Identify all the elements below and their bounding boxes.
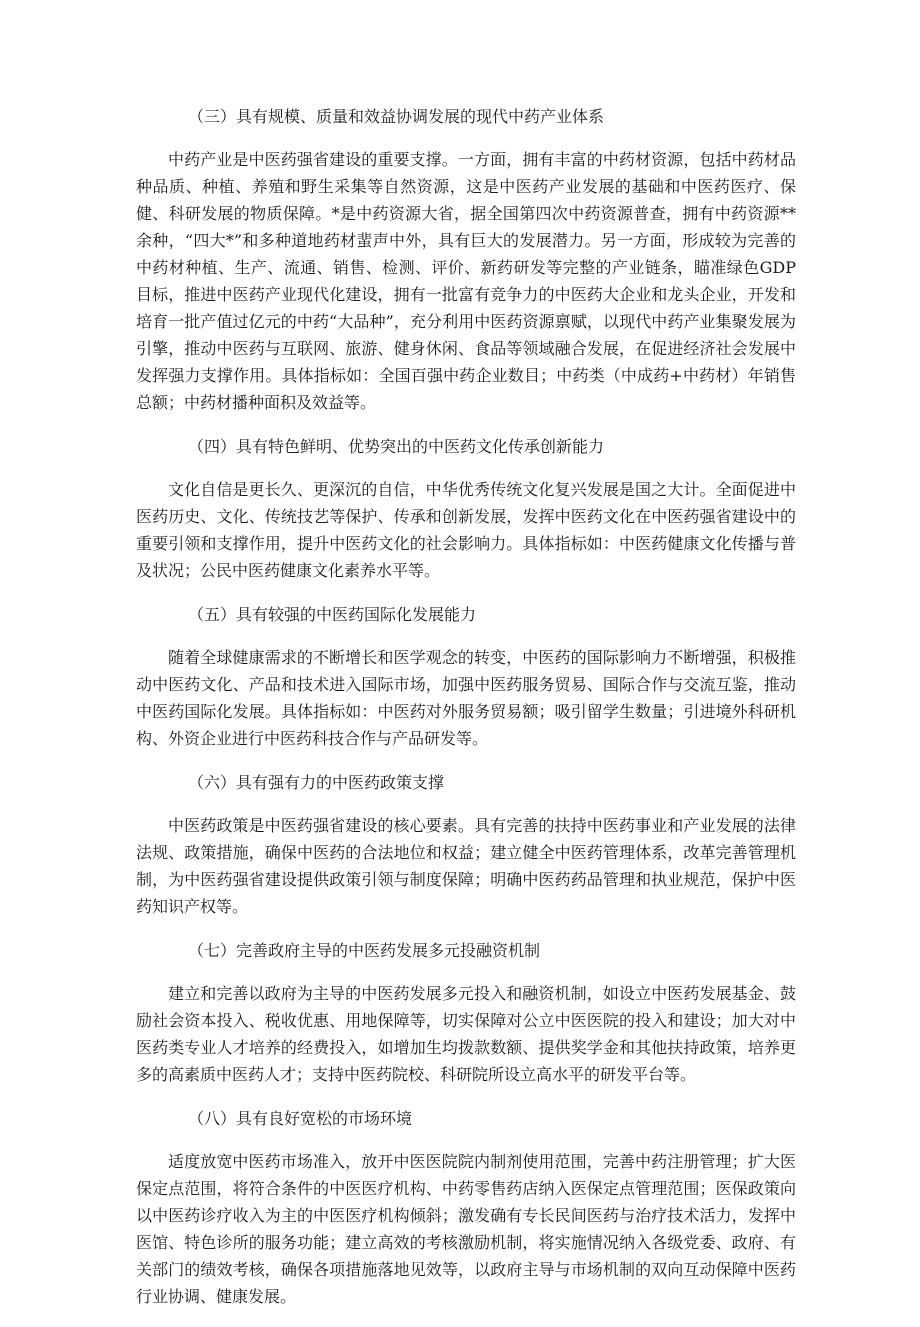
section-3 <box>136 103 796 416</box>
section-heading: （五）具有较强的中医药国际化发展能力 <box>188 605 477 624</box>
section-heading: （四）具有特色鲜明、优势突出的中医药文化传承创新能力 <box>188 437 605 456</box>
section-paragraph: 中药产业是中医药强省建设的重要支撑。一方面，拥有丰富的中药材资源，包括中药材品种品质、种植、养殖和野生采集等自然资源，这是中医药产业发展的基础和中医药医疗、保健、科研发展的物质保障。*是中药资源大省，据全国第四次中药资源普查，拥有中药资源**余种，“四大*”和多种道地药材蜚声中外，具有巨大的发展潜力。另一方面，形成较为完善的中药材种植、生产、流通、销售、检测、评价、新药研发等完整的产业链条，瞄准绿色GDP目标，推进中医药产业现代化建设，拥有一批富有竞争力的中医药大企业和龙头企业，开发和培育一批产值过亿元的中药“大品种”，充分利用中医药资源禀赋，以现代中药产业集聚发展为引擎，推动中医药与互联网、旅游、健身休闲、食品等领域融合发展，在促进经济社会发展中发挥强力支撑作用。具体指标如：全国百强中药企业数目；中药类（中成药+中药材）年销售总额；中药材播种面积及效益等。 <box>136 150 796 412</box>
document-page <box>136 103 796 1327</box>
section-7 <box>136 937 796 1088</box>
section-paragraph: 建立和完善以政府为主导的中医药发展多元投入和融资机制，如设立中医药发展基金、鼓励社会资本投入、税收优惠、用地保障等，切实保障对公立中医医院的投入和建设；加大对中医药类专业人才培养的经费投入，如增加生均拨款数额、提供奖学金和其他扶持政策，培养更多的高素质中医药人才；支持中医药院校、科研院所设立高水平的研发平台等。 <box>136 984 796 1084</box>
section-4 <box>136 433 796 584</box>
section-6 <box>136 769 796 920</box>
section-paragraph: 随着全球健康需求的不断增长和医学观念的转变，中医药的国际影响力不断增强，积极推动中医药文化、产品和技术进入国际市场，加强中医药服务贸易、国际合作与交流互鉴，推动中医药国际化发展。具体指标如：中医药对外服务贸易额；吸引留学生数量；引进境外科研机构、外资企业进行中医药科技合作与产品研发等。 <box>136 648 796 748</box>
section-heading: （三）具有规模、质量和效益协调发展的现代中药产业体系 <box>188 107 605 126</box>
section-paragraph: 适度放宽中医药市场准入，放开中医医院院内制剂使用范围，完善中药注册管理；扩大医保定点范围，将符合条件的中医医疗机构、中药零售药店纳入医保定点管理范围；医保政策向以中医药诊疗收入为主的中医医疗机构倾斜；激发确有专长民间医药与治疗技术活力，发挥中医馆、特色诊所的服务功能；建立高效的考核激励机制，将实施情况纳入各级党委、政府、有关部门的绩效考核，确保各项措施落地见效等，以政府主导与市场机制的双向互动保障中医药行业协调、健康发展。 <box>136 1152 796 1306</box>
section-5 <box>136 601 796 752</box>
section-heading: （六）具有强有力的中医药政策支撑 <box>188 773 445 792</box>
section-8 <box>136 1105 796 1310</box>
section-heading: （七）完善政府主导的中医药发展多元投融资机制 <box>188 941 541 960</box>
section-heading: （八）具有良好宽松的市场环境 <box>188 1109 413 1128</box>
section-paragraph: 文化自信是更长久、更深沉的自信，中华优秀传统文化复兴发展是国之大计。全面促进中医药历史、文化、传统技艺等保护、传承和创新发展，发挥中医药文化在中医药强省建设中的重要引领和支撑作用，提升中医药文化的社会影响力。具体指标如：中医药健康文化传播与普及状况；公民中医药健康文化素养水平等。 <box>136 480 796 580</box>
section-paragraph: 中医药政策是中医药强省建设的核心要素。具有完善的扶持中医药事业和产业发展的法律法规、政策措施，确保中医药的合法地位和权益；建立健全中医药管理体系，改革完善管理机制，为中医药强省建设提供政策引领与制度保障；明确中医药药品管理和执业规范，保护中医药知识产权等。 <box>136 816 796 916</box>
